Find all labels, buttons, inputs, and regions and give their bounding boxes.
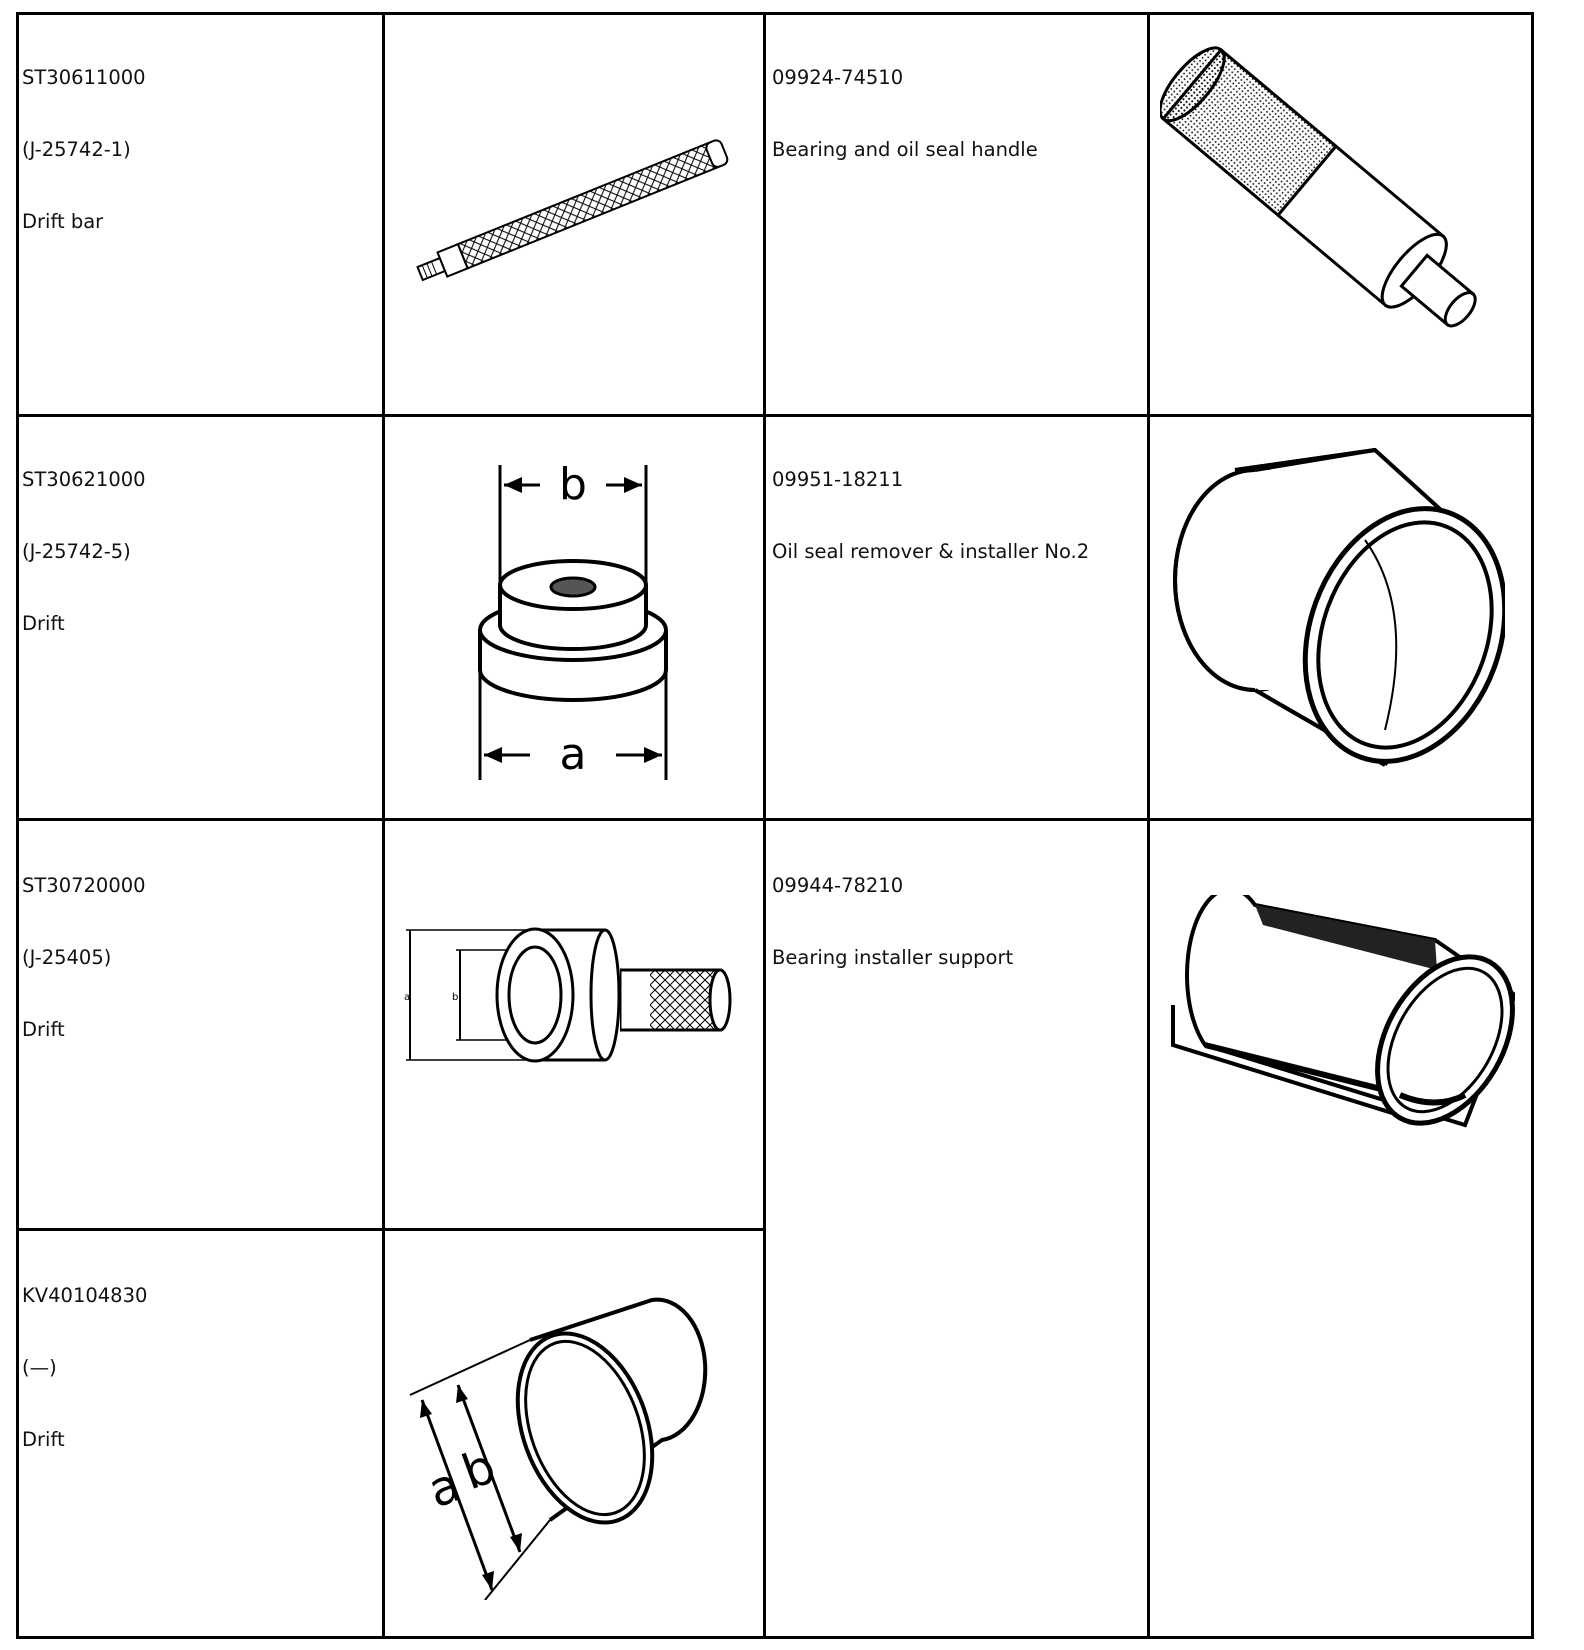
alt-part-number: (J-25742-5)	[22, 540, 131, 563]
drift-sleeve-illustration	[400, 1290, 760, 1600]
drift-shaft-illustration	[400, 925, 760, 1095]
row-divider	[19, 1228, 766, 1231]
alt-part-number: (—)	[22, 1356, 57, 1379]
tool-name: Drift	[22, 1018, 65, 1041]
part-number: ST30621000	[22, 468, 146, 491]
dimension-label-a: a	[559, 729, 587, 780]
part-number: 09924-74510	[772, 66, 904, 89]
tool-name: Bearing installer support	[772, 946, 1014, 969]
column-divider	[763, 15, 766, 1636]
tool-name: Drift	[22, 1428, 65, 1451]
part-number: ST30611000	[22, 66, 146, 89]
dimension-label-b: b	[452, 992, 459, 1003]
drift-stepped-illustration	[460, 455, 690, 785]
tool-name: Drift	[22, 612, 65, 635]
dimension-label-a: a	[404, 992, 411, 1003]
part-number: ST30720000	[22, 874, 146, 897]
tool-name: Bearing and oil seal handle	[772, 138, 1038, 161]
tool-name: Drift bar	[22, 210, 104, 233]
drift-bar-illustration	[400, 120, 760, 300]
column-divider	[382, 15, 385, 1636]
dimension-label-b: b	[559, 459, 587, 510]
part-number: 09951-18211	[772, 468, 904, 491]
bearing-oil-seal-handle-illustration	[1160, 40, 1500, 360]
part-number: KV40104830	[22, 1284, 148, 1307]
tool-entry-st30720000	[22, 826, 146, 1066]
tool-name: Oil seal remover & installer No.2	[772, 540, 1090, 563]
row-divider	[19, 414, 1531, 417]
dimension-label-a: a	[420, 1456, 468, 1520]
tool-entry-st30621000	[22, 420, 146, 660]
tool-entry-kv40104830	[22, 1236, 147, 1476]
alt-part-number: (J-25742-1)	[22, 138, 131, 161]
tool-entry-st30611000	[22, 18, 146, 258]
column-divider	[1147, 15, 1150, 1636]
tool-entry-09924-74510	[772, 18, 1038, 186]
row-divider	[19, 818, 1531, 821]
dimension-label-b: b	[454, 1438, 503, 1502]
tool-entry-09944-78210	[772, 826, 1013, 994]
oil-seal-remover-ring-illustration	[1165, 430, 1505, 790]
alt-part-number: (J-25405)	[22, 946, 112, 969]
bearing-installer-support-illustration	[1165, 895, 1515, 1135]
tool-entry-09951-18211	[772, 420, 1089, 588]
part-number: 09944-78210	[772, 874, 904, 897]
